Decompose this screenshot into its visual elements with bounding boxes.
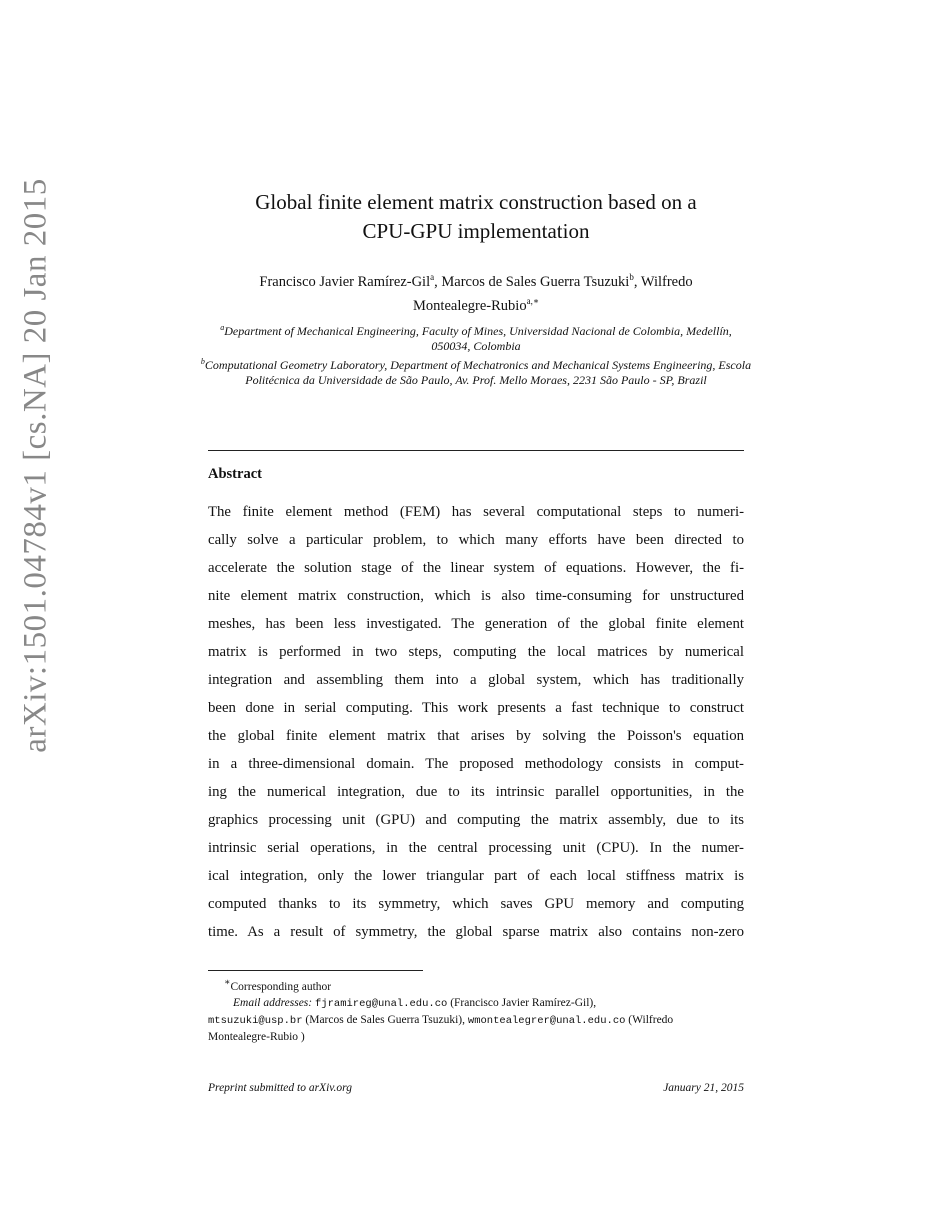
abstract-line: intrinsic serial operations, in the central processing unit (CPU). In the numer- (208, 840, 744, 856)
affiliation-a-text: Department of Mechanical Engineering, Faculty of Mines, Universidad Nacional de Colombia, Medellín, 050034, Colombia (224, 324, 732, 353)
abstract-line: computed thanks to its symmetry, which saves GPU memory and computing (208, 896, 744, 912)
abstract-top-rule (208, 450, 744, 451)
email-line-3 (208, 1029, 748, 1045)
email-line-2 (208, 1012, 748, 1029)
author-2: Marcos de Sales Guerra Tsuzuki (441, 273, 630, 290)
author-3-affiliation-mark: a,∗ (526, 295, 539, 306)
author-list: Francisco Javier Ramírez-Gil$^a$, Marcos de Sales Guerra Tsuzuki$^b$, Wilfredo Montealegre-Rubio$^{a,∗}$ (259, 272, 693, 314)
email-label: Email addresses: (233, 996, 313, 1009)
paper-title (160, 188, 792, 246)
abstract-heading: Abstract (208, 466, 262, 482)
abstract-line: accelerate the solution stage of the linear system of equations. However, the fi- (208, 560, 744, 576)
abstract-line: The finite element method (FEM) has several computational steps to numeri- (208, 504, 744, 520)
abstract-line: integration and assembling them into a global system, which has traditionally (208, 672, 744, 688)
footnote-rule (208, 970, 423, 971)
affiliation-a (200, 320, 752, 354)
corresponding-mark: ∗ (224, 977, 231, 988)
corresponding-author-note (208, 975, 748, 995)
abstract-line: matrix is performed in two steps, computing the local matrices by numerical (208, 644, 744, 660)
abstract-line: been done in serial computing. This work presents a fast technique to construct (208, 700, 744, 716)
arxiv-identifier-text: arXiv:1501.04784v1 [cs.NA] 20 Jan 2015 (17, 177, 54, 753)
preprint-note: Preprint submitted to arXiv.org (208, 1082, 352, 1094)
title-line-1: Global finite element matrix construction based on a (255, 190, 697, 214)
preprint-date: January 21, 2015 (663, 1082, 744, 1094)
footnotes (208, 975, 748, 1045)
email-link-3[interactable]: wmontealegrer@unal.edu.co (467, 1014, 626, 1027)
abstract-line: time. As a result of symmetry, the global sparse matrix also contains non-zero (208, 924, 744, 940)
email-link-1[interactable]: fjramireg@unal.edu.co (314, 997, 448, 1010)
author-1-affiliation-mark: a (430, 272, 435, 282)
abstract-line: in a three-dimensional domain. The proposed methodology consists in comput- (208, 756, 744, 772)
author-2-affiliation-mark: b (629, 272, 634, 282)
abstract-line: ical integration, only the lower triangular part of each local stiffness matrix is (208, 868, 744, 884)
arxiv-identifier-stamp (10, 40, 62, 890)
email-link-2[interactable]: mtsuzuki@usp.br (208, 1014, 303, 1027)
affiliation-b (200, 354, 752, 388)
email-owner-2: (Marcos de Sales Guerra Tsuzuki), (305, 1013, 466, 1026)
title-line-2: CPU-GPU implementation (362, 219, 590, 243)
abstract-body (208, 498, 744, 946)
affiliation-b-label: b (200, 357, 205, 366)
author-3-last: Montealegre-Rubio (413, 297, 527, 314)
abstract-line: ing the numerical integration, due to its intrinsic parallel opportunities, in the (208, 784, 744, 800)
email-owner-1: (Francisco Javier Ramírez-Gil), (450, 996, 597, 1009)
abstract-line: meshes, has been less investigated. The generation of the global finite element (208, 616, 744, 632)
email-owner-3b: Montealegre-Rubio ) (208, 1030, 305, 1043)
corresponding-author-text: Corresponding author (230, 980, 332, 993)
abstract-line: cally solve a particular problem, to which many efforts have been directed to (208, 532, 744, 548)
author-1: Francisco Javier Ramírez-Gil (259, 273, 431, 290)
author-3-first: Wilfredo (640, 273, 693, 290)
abstract-line: the global finite element matrix that arises by solving the Poisson's equation (208, 728, 744, 744)
abstract-line: graphics processing unit (GPU) and computing the matrix assembly, due to its (208, 812, 744, 828)
affiliation-a-label: a (220, 323, 225, 332)
email-line-1 (208, 995, 748, 1012)
affiliation-b-text: Computational Geometry Laboratory, Department of Mechatronics and Mechanical Systems Engineering, Escola Politécnica da Universidade de São Paulo, Av. Prof. Mello Moraes, 2231 São Paulo - SP, Brazil (204, 358, 752, 387)
affiliation-list (200, 320, 752, 388)
abstract-line: nite element matrix construction, which is also time-consuming for unstructured (208, 588, 744, 604)
email-owner-3a: (Wilfredo (628, 1013, 674, 1026)
